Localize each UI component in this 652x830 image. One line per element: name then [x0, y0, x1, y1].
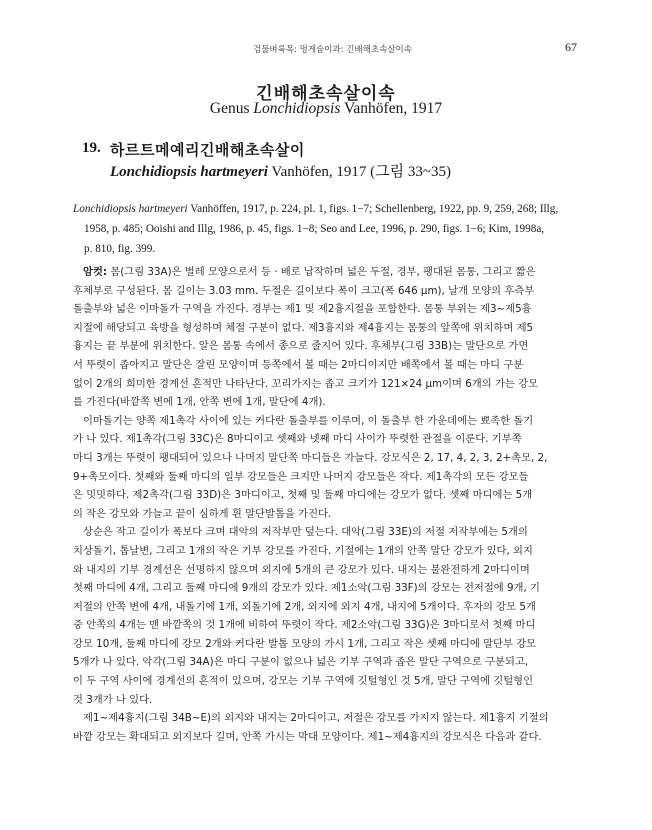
body-line — [73, 263, 585, 282]
synonymy-taxon: Lonchidiopsis hartmeyeri — [73, 203, 188, 215]
synonymy-line — [73, 239, 583, 259]
species-latin-name: Lonchidiopsis hartmeyeri — [110, 164, 268, 180]
body-line: 이 두 구역 사이에 경계선의 흔적이 있으며, 강모는 기부 구역에 깃털형인 것 5개, 말단 구역에 깃털형인 — [73, 675, 534, 688]
description-body — [73, 263, 585, 746]
body-line: 강모 10개, 둘째 마디에 강모 2개와 커다란 발톱 모양의 가시 1개, 그리고 작은 셋째 마디에 말단부 강모 — [73, 637, 537, 650]
body-line: 은 밋밋하다. 제2촉각(그림 33D)은 3마디이고, 첫째 및 둘째 마디에는 강모가 없다. 셋째 마디에는 5개 — [73, 489, 533, 502]
synonymy-text: p. 810, fig. 399. — [84, 243, 156, 255]
species-number: 19. — [82, 140, 101, 156]
body-text: 몸(그림 33A)은 벌레 모양으로서 등 · 배로 납작하며 넓은 두절, 경부, 팽대된 몸통, 그리고 짧은 — [107, 266, 536, 278]
synonymy-text: Vanhöffen, 1917, p. 224, pl. 1, figs. 1−7; Schellenberg, 1922, pp. 9, 259, 268; Illg, — [187, 203, 559, 215]
body-line: 제1~제4흉지(그림 34B~E)의 외지와 내지는 2마디이고, 저절은 강모를 가지지 않는다. 제1흉지 기절의 — [83, 712, 549, 725]
synonymy-line — [73, 199, 583, 219]
body-line: 후체부로 구성된다. 몸 길이는 3.03 mm. 두절은 길이보다 폭이 크고(폭 646 μm), 날개 모양의 후측부 — [73, 284, 535, 297]
species-latin-heading — [110, 160, 451, 181]
body-line: 바깥 강모는 확대되고 외지보다 길며, 안쪽 가시는 막대 모양이다. 제1~제4흉지의 강모식은 다음과 같다. — [73, 730, 542, 743]
synonymy-line — [73, 219, 583, 239]
body-line: 흉지는 끝 부분에 위치한다. 알은 몸통 속에서 종으로 줄지어 있다. 후체부(그림 33B)는 말단으로 가면 — [73, 340, 529, 353]
page-number: 67 — [565, 40, 577, 54]
body-line: 와 내지의 기부 경계선은 선명하지 않으며 외지에 5개의 큰 강모가 있다. 내지는 불완전하게 2마디이며 — [73, 563, 530, 576]
body-line: 상순은 작고 길이가 폭보다 크며 대악의 저작부만 덮는다. 대악(그림 33E)의 저절 저작부에는 5개의 — [83, 526, 528, 539]
body-line: 지절에 해당되고 육방을 형성하며 체절 구분이 없다. 제3흉지와 제4흉지는 몸통의 앞쪽에 위치하며 제5 — [73, 321, 534, 334]
female-label: 암컷: — [83, 266, 108, 278]
body-line: 이마돌기는 양쪽 제1촉각 사이에 있는 커다란 돌출부를 이루며, 이 돌출부 한 가운데에는 뾰족한 돌기 — [83, 414, 534, 427]
genus-prefix: Genus — [209, 100, 254, 117]
body-line: 치상돌기, 톱날변, 그리고 1개의 작은 기부 강모를 가진다. 기절에는 1개의 안쪽 말단 강모가 있다, 외지 — [73, 544, 533, 557]
genus-latin-name: Lonchidiopsis — [253, 100, 341, 117]
species-korean-name: 하르트메예리긴배해초속살이 — [110, 141, 305, 159]
body-line: 것 3개가 나 있다. — [73, 693, 153, 706]
synonymy-block — [73, 199, 583, 259]
body-line: 중 안쪽의 4개는 맨 바깥쪽의 것 1개에 비하여 뚜렷이 작다. 제2소악(그림 33G)은 3마디로서 첫째 마디 — [73, 619, 536, 632]
body-line: 없이 2개의 희미한 경계선 흔적만 나타난다. 꼬리가지는 좁고 크기가 121×24 μm이며 6개의 가는 강모 — [73, 377, 539, 390]
body-line: 돌출부와 넓은 이마돌가 구역을 가진다. 경부는 제1 및 제2흉지절을 포함한다. 몸통 부위는 제3~제5흉 — [73, 303, 532, 316]
genus-korean-title: 긴배해초속살이속 — [256, 84, 396, 104]
body-line: 첫째 마디에 4개, 그리고 둘째 마디에 9개의 강모가 있다. 제1소악(그림 33F)의 강모는 전저절에 9개, 기 — [73, 582, 540, 595]
body-line: 저절의 안쪽 변에 4개, 내돌기에 1개, 외돌기에 2개, 외지에 외지 4개, 내지에 5개이다. 후자의 강모 5개 — [73, 600, 536, 613]
body-line: 가 나 있다. 제1촉각(그림 33C)은 8마디이고 셋째와 넷째 마디 사이가 뚜렷한 관절을 이룬다. 기부쪽 — [73, 433, 522, 446]
body-line: 9+촉모이다. 첫째와 둘째 마디의 일부 강모들은 크지만 나머지 강모들은 작다. 제1촉각의 모든 강모들 — [73, 470, 529, 483]
genus-latin-title — [0, 100, 652, 118]
synonymy-text: 1958, p. 485; Ooishi and Illg, 1986, p. 45, figs. 1−8; Seo and Lee, 1996, p. 290, figs. 1−6; Kim, 1998a, — [84, 223, 545, 235]
species-authority: Vanhöfen, 1917 (그림 33~35) — [267, 164, 451, 180]
body-line: 를 가진다(바깥쪽 변에 1개, 안쪽 변에 1개, 말단에 4개). — [73, 396, 326, 409]
body-line: 5개가 나 있다. 악각(그림 34A)은 마디 구분이 없으나 넓은 기부 구역과 좁은 말단 구역으로 구분되고, — [73, 656, 529, 669]
running-head: 검물벼룩목: 멍게숨이과: 긴배해초속살이속 — [253, 45, 412, 55]
body-line: 의 작은 강모와 가늘고 끝이 심하게 휜 말단발톱을 가진다. — [73, 507, 332, 520]
body-line: 마디 3개는 뚜렷이 팽대되어 있으나 나머지 말단쪽 마디들은 가늘다. 강모식은 2, 17, 4, 2, 3, 2+촉모, 2, — [73, 451, 548, 464]
body-line: 서 뚜렷이 좁아지고 말단은 잘린 모양이며 등쪽에서 볼 때는 2마디이지만 배쪽에서 볼 때는 마디 구분 — [73, 358, 524, 371]
genus-authority: Vanhöfen, 1917 — [340, 100, 443, 117]
